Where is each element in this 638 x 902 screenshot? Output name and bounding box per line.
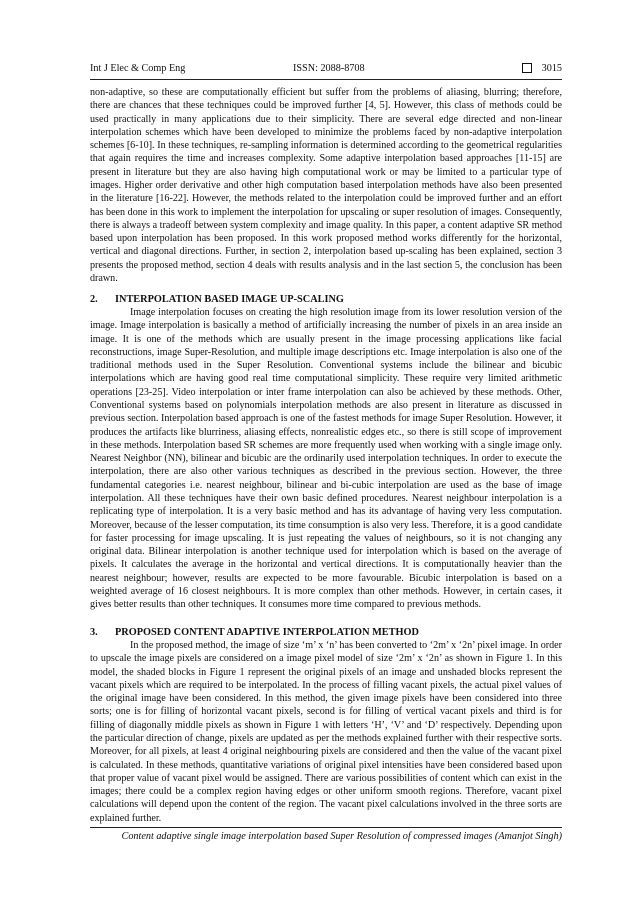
running-footer: Content adaptive single image interpolation based Super Resolution of compressed images (Amanjot Singh) [121, 831, 562, 842]
paragraph-text: In the proposed method, the image of size ‘m’ x ‘n’ has been converted to ‘2m’ x ‘2n’ pixel image. In order to upscale the image pixels are considered on a image pixel model of size ‘2m’ x ‘2n’ as shown in Figure 1. In this model, the shaded blocks in Figure 1 represent the original pixels of an image and unshaded blocks represent the vacant pixels which are required to be interpolated. In the process of filling vacant pixels, the actual pixel values of the original image have been considered. In this method, the given image pixels have been considered into three sorts; one is for filling of horizontal vacant pixels, second is for filling of vertical vacant pixels and third is for filling of diagonally middle pixels as shown in Figure 1 with letters ‘H’, ‘V’ and ‘D’ respectively. Depending upon the particular direction of change, pixels are updated as per the methods explained further with their respective sorts. Moreover, for all pixels, at least 4 original neighbouring pixels are considered and then the value of the vacant pixel is calculated. In these methods, quantitative variations of original pixel intensities have been considered based upon that proper value of vacant pixel would be assigned. There are various possibilities of content which can exist in the images; there could be a complex region having edges or other uniform smooth regions. Therefore, vacant pixel calculations will depend upon the content of the region. The vacant pixel calculations involved in the three sorts are explained further. [90, 640, 562, 824]
page-number-group [522, 63, 562, 74]
paragraph-text: non-adaptive, so these are computationally efficient but suffer from the problems of aliasing, blurring; therefore, there are chances that these techniques could be improved further [4, 5]. However, this class of methods could be used practically in many applications due to their simplicity. There are several edge directed and non-linear interpolation schemes which have been developed to minimize the problems faced by non-adaptive interpolation schemes [6-10]. In these techniques, re-sampling information is determined according to the geometrical regularities that again requires the time and increases complexity. Some adaptive interpolation based approaches [11-15] are present in literature but they are also having high computational work or may be limited to a particular type of images. Higher order derivative and other high computation based interpolation methods have also been presented in the literature [16-22]. However, the methods related to the interpolation could be improved further and an effort has been done in this work to implement the interpolation for upscaling or super resolution of images. Consequently, there is always a tradeoff between system complexity and image quality. In this paper, a content adaptive SR method based upon interpolation has been proposed. In this work proposed method works differently for the horizontal, vertical and diagonal directions. Further, in section 2, interpolation based up-scaling has been explained, section 3 presents the proposed method, section 4 deals with results analysis and in the last section 5, the conclusion has been drawn. [90, 87, 562, 284]
section-2-heading [90, 294, 344, 305]
section-3-body [90, 639, 562, 825]
section-title: PROPOSED CONTENT ADAPTIVE INTERPOLATION METHOD [115, 627, 419, 638]
checkbox-square-icon [522, 63, 532, 73]
issn-label: ISSN: 2088-8708 [293, 62, 365, 74]
journal-name: Int J Elec & Comp Eng [90, 62, 186, 74]
section-number: 2. [90, 294, 98, 305]
paragraph-text: Image interpolation focuses on creating the high resolution image from its lower resolution version of the image. Image interpolation is basically a method of artificially increasing the number of pixels in an area inside an image. It is one of the methods which are usually present in the image processing applications like facial reconstructions, image Super-Resolution, and multiple image descriptions etc. Image interpolation is also one of the traditional methods used in the Super Resolution. Conventional systems include the bilinear and bicubic interpolations which are having good real time computational simplicity. These require very limited arithmetic operations [23-25]. Video interpolation or inter frame interpolation can also be achieved by these methods. Other, Conventional systems based on polynomials interpolation methods are also present in literature as discussed in previous section. Interpolation based approach is one of the fastest methods for image Super Resolution. However, it produces the artifacts like blurriness, aliasing effects, nonrealistic edges etc., so there is still scope of improvement in these methods. Interpolation based SR schemes are more frequently used when working with a single image only. Nearest Neighbor (NN), bilinear and bicubic are the ordinarily used interpolation techniques. In order to execute the interpolation, there are also other various techniques as described in the previous section. However, the three fundamental categories i.e. nearest neighbour, bilinear and bi-cubic interpolation are used as the base of image interpolation. All these techniques have their own basic defined procedures. Nearest neighbour interpolation is a replicating type of interpolation. It is a very basic method and has its advantage of having very less computation. Moreover, because of the lesser computation, its time consumption is also very less. Therefore, it is a good candidate for faster processing for image upscaling. It is just repeating the values of neighbours, so it is not changing any original data. Bilinear interpolation is another technique used for interpolation which is based on the average of pixels. It calculates the average in the horizontal and vertical directions. It is computationally heavier than the nearest neighbour; however, results are expected to be more favourable. Bicubic interpolation is based on a weighted average of 16 closest neighbours. It is more complex than other methods. However, in certain cases, it gives better results than other techniques. It consumes more time compared to previous methods. [90, 307, 563, 611]
section-3-heading [90, 627, 419, 638]
footer-rule [90, 827, 562, 828]
intro-paragraph [90, 86, 562, 285]
section-number: 3. [90, 627, 98, 638]
section-2-body [90, 306, 562, 611]
page-header [90, 60, 562, 76]
section-title: INTERPOLATION BASED IMAGE UP-SCALING [115, 294, 344, 305]
page-number: 3015 [541, 62, 562, 74]
header-rule [90, 79, 562, 80]
